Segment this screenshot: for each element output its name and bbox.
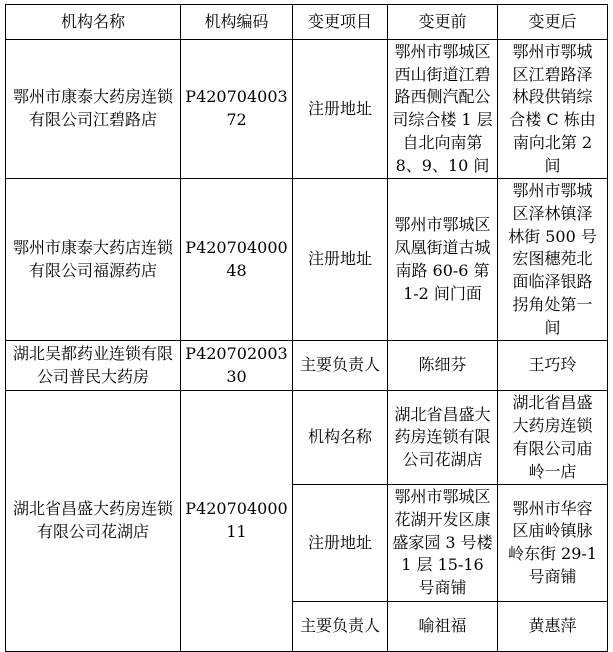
after-cell: 鄂州市华容区庙岭镇脉岭东街 29-1 号商铺: [498, 485, 608, 602]
org-code-cell: P42070200330: [181, 341, 293, 391]
org-code-cell: P42070400011: [181, 391, 293, 651]
after-cell: 黄惠萍: [498, 601, 608, 651]
after-cell: 王巧玲: [498, 341, 608, 391]
header-after: 变更后: [498, 5, 608, 40]
before-cell: 陈细芬: [388, 341, 498, 391]
before-cell: 鄂州市鄂城区凤凰街道古城南路 60-6 第 1-2 间门面: [388, 179, 498, 341]
before-cell: 鄂州市鄂城区西山街道江碧路西侧汽配公司综合楼 1 层自北向南第 8、9、10 间: [388, 40, 498, 179]
table-row: [6, 391, 608, 485]
header-change-item: 变更项目: [293, 5, 388, 40]
change-item-cell: 主要负责人: [293, 601, 388, 651]
org-name-cell: 湖北吴都药业连锁有限公司普民大药房: [6, 341, 181, 391]
before-cell: 鄂州市鄂城区花湖开发区康盛家园 3 号楼 1 层 15-16 号商铺: [388, 485, 498, 602]
header-org-name: 机构名称: [6, 5, 181, 40]
header-row: [6, 5, 608, 40]
before-cell: 喻祖福: [388, 601, 498, 651]
header-org-code: 机构编码: [181, 5, 293, 40]
org-code-cell: P42070400372: [181, 40, 293, 179]
org-code-cell: P42070400048: [181, 179, 293, 341]
header-before: 变更前: [388, 5, 498, 40]
table-row: [6, 179, 608, 341]
table-row: [6, 341, 608, 391]
change-item-cell: 注册地址: [293, 179, 388, 341]
org-name-cell: 湖北省昌盛大药房连锁有限公司花湖店: [6, 391, 181, 651]
before-cell: 湖北省昌盛大药房连锁有限公司花湖店: [388, 391, 498, 485]
change-item-cell: 主要负责人: [293, 341, 388, 391]
after-cell: 湖北省昌盛大药房连锁有限公司庙岭一店: [498, 391, 608, 485]
after-cell: 鄂州市鄂城区江碧路泽林段供销综合楼 C 栋由南向北第 2 间: [498, 40, 608, 179]
org-change-table: [5, 4, 608, 652]
change-item-cell: 机构名称: [293, 391, 388, 485]
after-cell: 鄂州市鄂城区泽林镇泽林街 500 号宏图穗苑北面临泽银路拐角处第一间: [498, 179, 608, 341]
change-item-cell: 注册地址: [293, 40, 388, 179]
change-item-cell: 注册地址: [293, 485, 388, 602]
table-row: [6, 40, 608, 179]
org-name-cell: 鄂州市康泰大药房连锁有限公司江碧路店: [6, 40, 181, 179]
org-name-cell: 鄂州市康泰大药店连锁有限公司福源药店: [6, 179, 181, 341]
